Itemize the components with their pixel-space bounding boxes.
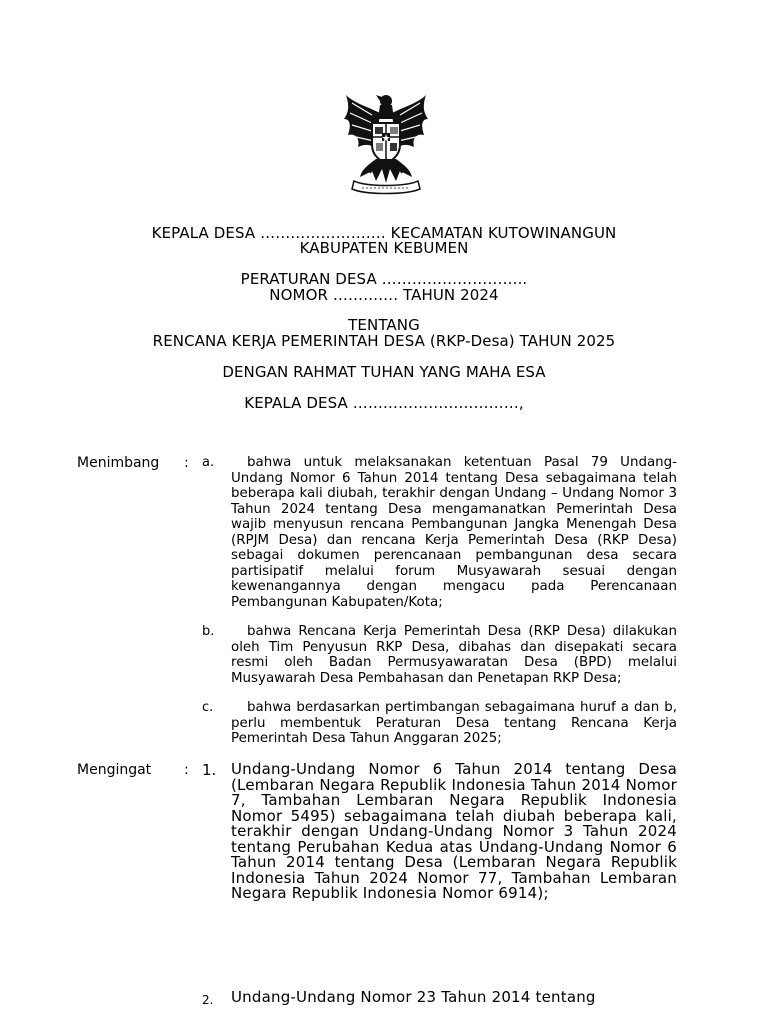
menimbang-c-text: bahwa berdasarkan pertimbangan sebagaimana huruf a dan b, perlu membentuk Peraturan Desa tentang Rencana Kerja Pemerintah Desa Tahun Anggaran 2025; <box>231 700 677 746</box>
header-line-2: KABUPATEN KEBUMEN <box>299 239 469 257</box>
header-line-6: RENCANA KERJA PEMERINTAH DESA (RKP-Desa) TAHUN 2025 <box>152 332 616 350</box>
header-line-4: NOMOR …………. TAHUN 2024 <box>269 286 499 304</box>
header-line-1: KEPALA DESA ……………………. KECAMATAN KUTOWINANGUN <box>151 224 617 242</box>
garuda-emblem-icon <box>342 89 430 195</box>
menimbang-a-marker: a. <box>202 455 215 470</box>
mengingat-colon: : <box>184 762 189 778</box>
menimbang-colon: : <box>184 455 189 471</box>
mengingat-2-marker: 2. <box>202 993 214 1007</box>
menimbang-b-marker: b. <box>202 624 215 639</box>
header-line-7: DENGAN RAHMAT TUHAN YANG MAHA ESA <box>222 363 546 381</box>
mengingat-1-text: Undang-Undang Nomor 6 Tahun 2014 tentang Desa (Lembaran Negara Republik Indonesia Tahun 2014 Nomor 7, Tambahan Lembaran Negara Republik Indonesia Nomor 5495) sebagaimana telah diubah beberapa kali, terakhir dengan Undang-Undang Nomor 3 Tahun 2024 tentang Perubahan Kedua atas Undang-Undang Nomor 6 Tahun 2014 tentang Desa (Lembaran Negara Republik Indonesia Tahun 2024 Nomor 77, Tambahan Lembaran Negara Republik Indonesia Nomor 6914); <box>231 760 677 902</box>
mengingat-label: Mengingat <box>77 762 152 778</box>
mengingat-2-text: Undang-Undang Nomor 23 Tahun 2014 tentang <box>231 988 596 1006</box>
header-line-5: TENTANG <box>348 316 420 334</box>
mengingat-1-marker: 1. <box>202 761 217 779</box>
menimbang-c-marker: c. <box>202 700 214 715</box>
header-line-3: PERATURAN DESA ……………………….. <box>240 270 528 288</box>
header-line-8: KEPALA DESA ……………………………, <box>244 394 524 412</box>
menimbang-label: Menimbang <box>77 455 160 471</box>
menimbang-a-text: bahwa untuk melaksanakan ketentuan Pasal 79 Undang-Undang Nomor 6 Tahun 2014 tentang Desa sebagaimana telah beberapa kali diubah, terakhir dengan Undang – Undang Nomor 3 Tahun 2024 tentang Desa mengamanatkan Pemerintah Desa wajib menyusun rencana Pembangunan Jangka Menengah Desa (RPJM Desa) dan rencana Kerja Pemerintah Desa (RKP Desa) sebagai dokumen perencanaan pembangunan desa secara partisipatif melalui forum Musyawarah sesuai dengan kewenangannya dengan mengacu pada Perencanaan Pembangunan Kabupaten/Kota; <box>231 455 677 610</box>
menimbang-b-text: bahwa Rencana Kerja Pemerintah Desa (RKP Desa) dilakukan oleh Tim Penyusun RKP Desa, dibahas dan disepakati secara resmi oleh Badan Permusyawaratan Desa (BPD) melalui Musyawarah Desa Pembahasan dan Penetapan RKP Desa; <box>231 624 677 686</box>
